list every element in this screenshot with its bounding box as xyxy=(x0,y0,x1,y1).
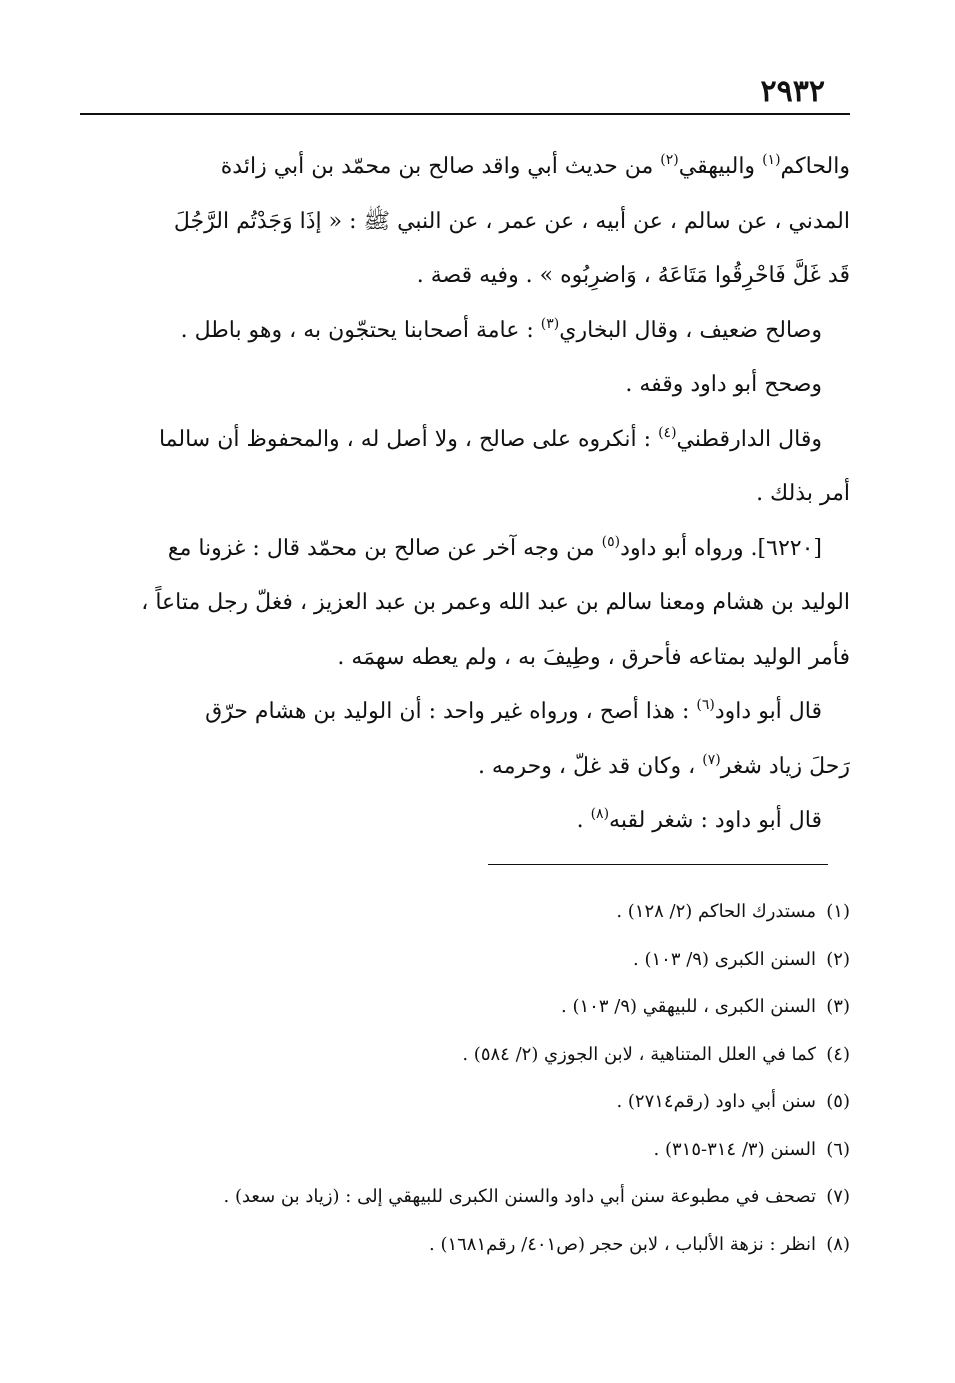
text-segment: قال أبو داود xyxy=(714,699,822,724)
text-line xyxy=(80,467,850,522)
footnote-number: (٦) xyxy=(826,1138,850,1160)
footnote-ref[interactable]: (١) xyxy=(762,152,781,168)
text-segment: : عامة أصحابنا يحتجّون به ، وهو باطل . xyxy=(180,317,541,343)
text-line xyxy=(80,685,850,740)
footnote-ref[interactable]: (٧) xyxy=(702,751,721,768)
text-segment: والحاكم xyxy=(780,154,850,179)
footnote-text: تصحف في مطبوعة سنن أبي داود والسنن الكبرى للبيهقي إلى : (زياد بن سعد) . xyxy=(223,1186,816,1207)
footnote-ref[interactable]: (٨) xyxy=(590,806,610,822)
text-segment: : أنكروه على صالح ، ولا أصل له ، والمحفوظ أن سالما xyxy=(158,426,659,452)
footnote-text: السنن الكبرى (٩/ ١٠٣) . xyxy=(633,948,816,970)
footnote-text: السنن (٣/ ٣١٤-٣١٥) . xyxy=(653,1138,816,1160)
text-segment: المدني ، عن سالم ، عن أبيه ، عن عمر ، عن النبي ﷺ : « إذَا وَجَدْتُم الرَّجُلَ xyxy=(173,208,850,234)
text-line xyxy=(80,794,850,849)
footnote-number: (٧) xyxy=(826,1186,850,1207)
footnote-number: (٨) xyxy=(826,1233,850,1255)
footnote-text: مستدرك الحاكم (٢/ ١٢٨) . xyxy=(616,901,816,922)
text-line xyxy=(80,740,850,795)
footnote-item xyxy=(80,1173,850,1221)
footnote-number: (١) xyxy=(826,901,850,922)
footnote-item xyxy=(80,1221,850,1269)
footnote-number: (٥) xyxy=(826,1091,850,1112)
text-line xyxy=(80,576,850,631)
text-line xyxy=(80,195,850,250)
footnote-ref[interactable]: (٤) xyxy=(658,424,677,441)
page-number: ٢٩٣٢ xyxy=(760,74,825,109)
text-segment: : هذا أصح ، ورواه غير واحد : أن الوليد بن هشام حرّق xyxy=(205,699,697,724)
text-segment: فأمر الوليد بمتاعه فأحرق ، وطِيفَ به ، ولم يعطه سهمَه . xyxy=(337,644,850,670)
text-segment: وصالح ضعيف ، وقال البخاري xyxy=(559,317,822,343)
text-line xyxy=(80,140,850,195)
footnote-item xyxy=(80,936,850,984)
footnote-ref[interactable]: (٥) xyxy=(601,533,621,550)
footnote-ref[interactable]: (٦) xyxy=(696,697,715,713)
text-line xyxy=(80,522,850,577)
footnote-item xyxy=(80,888,850,936)
footnote-number: (٢) xyxy=(826,948,850,970)
footnote-item xyxy=(80,1078,850,1126)
text-segment: قال أبو داود : شغر لقبه xyxy=(609,808,822,833)
text-segment: من وجه آخر عن صالح بن محمّد قال : غزونا مع xyxy=(167,535,602,561)
footnote-item xyxy=(80,1126,850,1174)
footnote-number: (٤) xyxy=(826,1043,850,1065)
footnote-number: (٣) xyxy=(826,996,850,1017)
text-segment: رَحلَ زياد شغر xyxy=(720,753,850,779)
footnote-text: كما في العلل المتناهية ، لابن الجوزي (٢/ ٥٨٤) . xyxy=(462,1043,816,1065)
text-line xyxy=(80,304,850,359)
text-line xyxy=(80,631,850,686)
text-segment: وقال الدارقطني xyxy=(676,426,822,452)
text-segment: قَد غَلَّ فَاحْرِقُوا مَتَاعَهُ ، وَاضرِبُوه » . وفيه قصة . xyxy=(416,263,850,288)
footnote-ref[interactable]: (٢) xyxy=(660,152,679,168)
text-segment: والبيهقي xyxy=(678,154,763,179)
text-segment: وصحح أبو داود وقفه . xyxy=(625,372,822,397)
text-segment: الوليد بن هشام ومعنا سالم بن عبد الله وعمر بن عبد العزيز ، فغلّ رجل متاعاً ، xyxy=(141,590,850,615)
text-line xyxy=(80,413,850,468)
footnote-item xyxy=(80,1031,850,1079)
footnote-item xyxy=(80,983,850,1031)
text-line xyxy=(80,358,850,413)
footnote-ref[interactable]: (٣) xyxy=(540,315,560,332)
text-segment: أمر بذلك . xyxy=(756,481,850,506)
footnote-text: انظر : نزهة الألباب ، لابن حجر (ص٤٠١/ رقم١٦٨١) . xyxy=(429,1233,816,1255)
text-segment: [٦٢٢٠]. ورواه أبو داود xyxy=(620,535,822,561)
text-segment: . xyxy=(576,808,591,833)
main-text xyxy=(80,140,850,849)
header-rule xyxy=(80,113,850,115)
text-segment: ، وكان قد غلّ ، وحرمه . xyxy=(477,753,703,779)
footnote-separator xyxy=(488,864,828,865)
text-line xyxy=(80,249,850,304)
footnote-text: سنن أبي داود (رقم٢٧١٤) . xyxy=(616,1091,816,1112)
footnote-text: السنن الكبرى ، للبيهقي (٩/ ١٠٣) . xyxy=(561,996,816,1017)
text-segment: من حديث أبي واقد صالح بن محمّد بن أبي زائدة xyxy=(220,154,661,179)
footnotes xyxy=(80,888,850,1268)
